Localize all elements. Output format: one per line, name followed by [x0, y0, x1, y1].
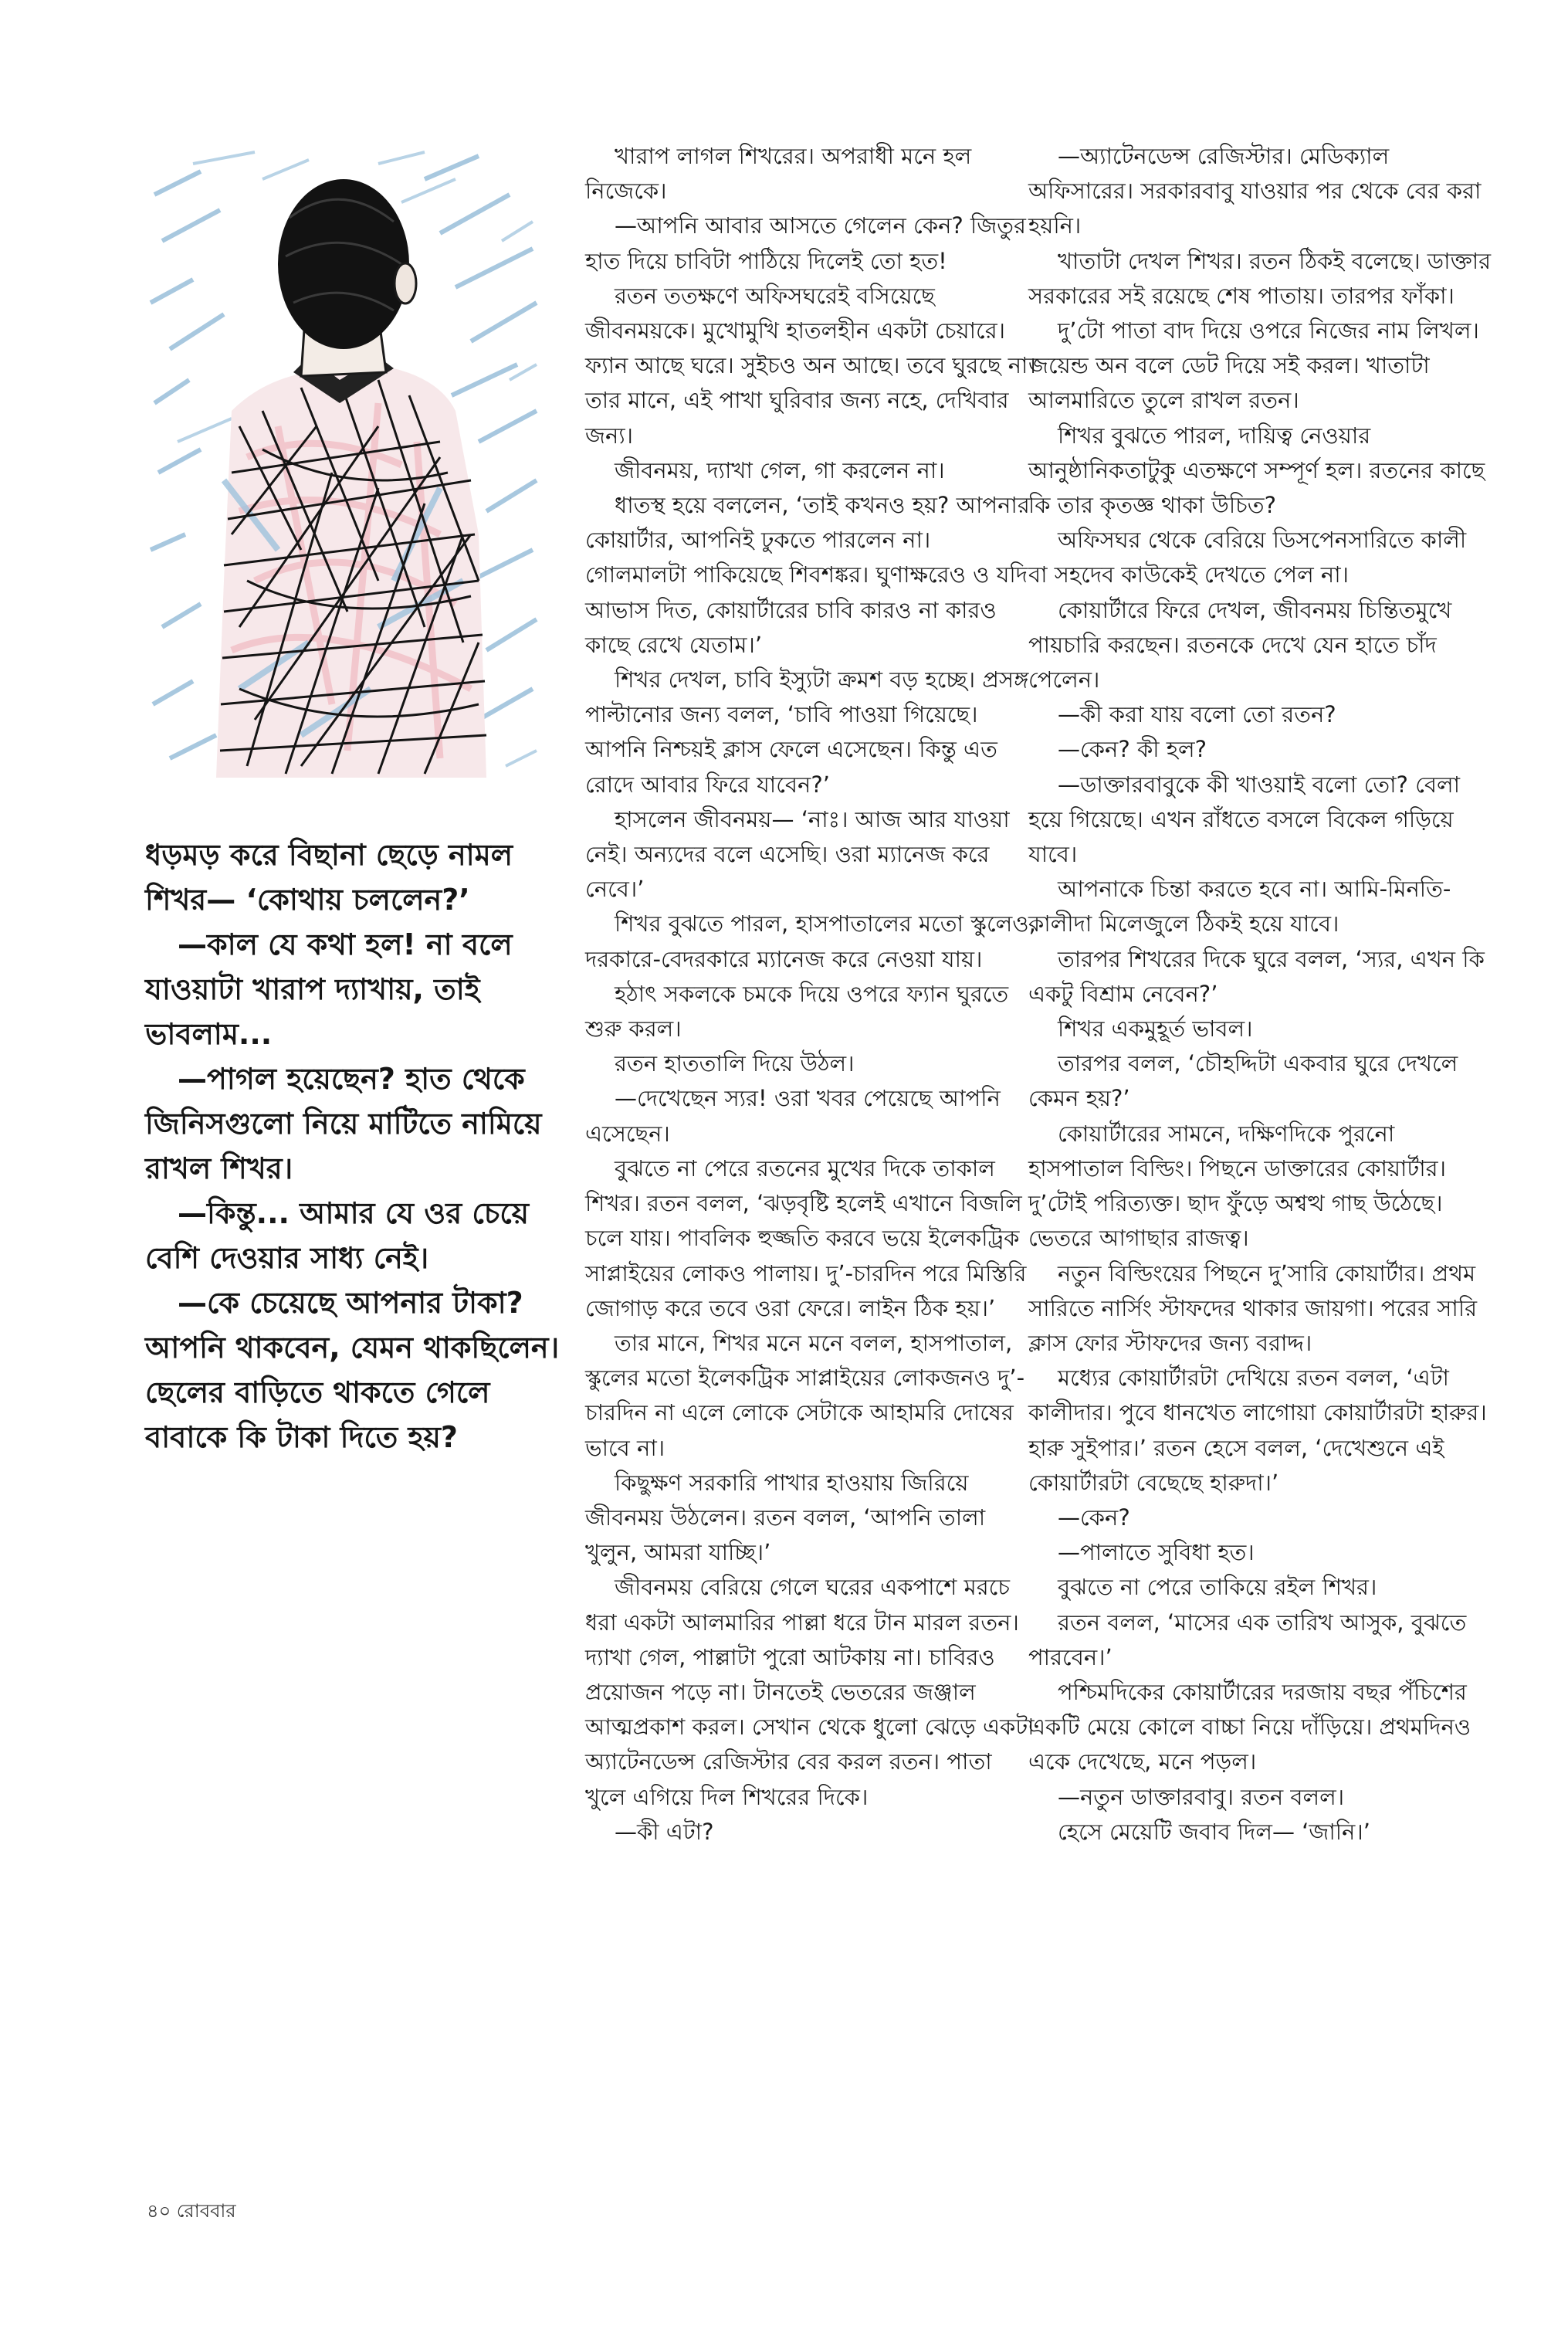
- man-from-behind-illustration: [147, 148, 540, 778]
- paragraph: —কেন? কী হল?: [1058, 736, 1207, 763]
- paragraph: খারাপ লাগল শিখরের। অপরাধী মনে হল নিজেকে।: [585, 143, 972, 205]
- paragraph: ধাতস্থ হয়ে বললেন, ‘তাই কখনও হয়? আপনার কোয়ার্টার, আপনিই ঢুকতে পারলেন না। গোলমালটা পাকিয়েছে শিবশঙ্কর। ঘুণাক্ষরেও ও যদি আভাস দিত, কোয়ার্টারের চাবি কারও না কারও কাছে রেখে যেতাম।’: [585, 492, 1030, 658]
- pull-quote-line: —কাল যে কথা হল! না বলে যাওয়াটা খারাপ দ্যাখায়, তাই ভাবলাম...: [145, 927, 513, 1051]
- text-column-2: [1028, 139, 1492, 1850]
- paragraph: বুঝতে না পেরে তাকিয়ে রইল শিখর।: [1058, 1574, 1377, 1601]
- paragraph: —নতুন ডাক্তারবাবু। রতন বলল।: [1058, 1783, 1345, 1810]
- paragraph: —কেন?: [1058, 1504, 1130, 1531]
- paragraph: কোয়ার্টারের সামনে, দক্ষিণদিকে পুরনো হাসপাতাল বিল্ডিং। পিছনে ডাক্তারের কোয়ার্টার। দু’টোই পরিত্যক্ত। ছাদ ফুঁড়ে অশ্বত্থ গাছ উঠেছে। ভেতরে আগাছার রাজত্ব।: [1028, 1120, 1446, 1252]
- paragraph: হেসে মেয়েটি জবাব দিল— ‘জানি।’: [1058, 1818, 1370, 1845]
- paragraph: দু’টো পাতা বাদ দিয়ে ওপরে নিজের নাম লিখল। জয়েন্ড অন বলে ডেট দিয়ে সই করল। খাতাটা আলমারিতে তুলে রাখল রতন।: [1028, 317, 1479, 414]
- paragraph: —কী এটা?: [615, 1818, 714, 1845]
- paragraph: তারপর শিখরের দিকে ঘুরে বলল, ‘স্যর, এখন কি একটু বিশ্রাম নেবেন?’: [1028, 945, 1485, 1007]
- paragraph: অফিসঘর থেকে বেরিয়ে ডিসপেনসারিতে কালী বা সহদেব কাউকেই দেখতে পেল না।: [1028, 527, 1467, 588]
- text-column-1: [585, 139, 1037, 1850]
- paragraph: রতন হাততালি দিয়ে উঠল।: [615, 1050, 855, 1077]
- pull-quote-line: —কিন্তু... আমার যে ওর চেয়ে বেশি দেওয়ার সাধ্য নেই।: [145, 1196, 529, 1275]
- paragraph: শিখর বুঝতে পারল, দায়িত্ব নেওয়ার আনুষ্ঠানিকতাটুকু এতক্ষণে সম্পূর্ণ হল। রতনের কাছে কি তার কৃতজ্ঞ থাকা উচিত?: [1028, 422, 1485, 519]
- paragraph: শিখর একমুহূর্ত ভাবল।: [1058, 1016, 1253, 1043]
- paragraph: রতন বলল, ‘মাসের এক তারিখ আসুক, বুঝতে পারবেন।’: [1028, 1609, 1467, 1670]
- paragraph: শিখর দেখল, চাবি ইস্যুটা ক্রমশ বড় হচ্ছে। প্রসঙ্গ পাল্টানোর জন্য বলল, ‘চাবি পাওয়া গিয়েছে। আপনি নিশ্চয়ই ক্লাস ফেলে এসেছেন। কিন্তু এত রোদে আবার ফিরে যাবেন?’: [585, 666, 1029, 798]
- paragraph: মধ্যের কোয়ার্টারটা দেখিয়ে রতন বলল, ‘এটা কালীদার। পুবে ধানখেত লাগোয়া কোয়ার্টারটা হারুর। হারু সুইপার।’ রতন হেসে বলল, ‘দেখেশুনে এই কোয়ার্টারটা বেছেছে হারুদা।’: [1028, 1365, 1487, 1496]
- paragraph: —আপনি আবার আসতে গেলেন কেন? জিতুর হাত দিয়ে চাবিটা পাঠিয়ে দিলেই তো হত!: [585, 212, 1026, 274]
- paragraph: রতন ততক্ষণে অফিসঘরেই বসিয়েছে জীবনময়কে। মুখোমুখি হাতলহীন একটা চেয়ারে। ফ্যান আছে ঘরে। সুইচও অন আছে। তবে ঘুরছে না। তার মানে, এই পাখা ঘুরিবার জন্য নহে, দেখিবার জন্য।: [585, 282, 1036, 449]
- story-illustration: [147, 148, 540, 778]
- pull-quote-line: —পাগল হয়েছেন? হাত থেকে জিনিসগুলো নিয়ে মাটিতে নামিয়ে রাখল শিখর।: [145, 1062, 542, 1185]
- paragraph: —কী করা যায় বলো তো রতন?: [1058, 701, 1336, 728]
- paragraph: জীবনময়, দ্যাখা গেল, গা করলেন না।: [615, 456, 945, 483]
- paragraph: শিখর বুঝতে পারল, হাসপাতালের মতো স্কুলেও, দরকারে-বেদরকারে ম্যানেজ করে নেওয়া যায়।: [585, 910, 1036, 972]
- paragraph: বুঝতে না পেরে রতনের মুখের দিকে তাকাল শিখর। রতন বলল, ‘ঝড়বৃষ্টি হলেই এখানে বিজলি চলে যায়। পাবলিক হুজ্জতি করবে ভয়ে ইলেকট্রিক সাপ্লাইয়ের লোকও পালায়। দু’-চারদিন পরে মিস্তিরি জোগাড় করে তবে ওরা ফেরে। লাইন ঠিক হয়।’: [585, 1155, 1027, 1321]
- paragraph: নতুন বিল্ডিংয়ের পিছনে দু’সারি কোয়ার্টার। প্রথম সারিতে নার্সিং স্টাফদের থাকার জায়গা। পরের সারি ক্লাস ফোর স্টাফদের জন্য বরাদ্দ।: [1028, 1260, 1478, 1356]
- paragraph: হঠাৎ সকলকে চমকে দিয়ে ওপরে ফ্যান ঘুরতে শুরু করল।: [585, 980, 1009, 1043]
- paragraph: কিছুক্ষণ সরকারি পাখার হাওয়ায় জিরিয়ে জীবনময় উঠলেন। রতন বলল, ‘আপনি তালা খুলুন, আমরা যাচ্ছি।’: [585, 1469, 986, 1566]
- paragraph: হাসলেন জীবনময়— ‘নাঃ। আজ আর যাওয়া নেই। অন্যদের বলে এসেছি। ওরা ম্যানেজ করে নেবে।’: [585, 805, 1010, 903]
- paragraph: খাতাটা দেখল শিখর। রতন ঠিকই বলেছে। ডাক্তার সরকারের সই রয়েছে শেষ পাতায়। তারপর ফাঁকা।: [1028, 247, 1492, 309]
- pull-quote-line: —কে চেয়েছে আপনার টাকা? আপনি থাকবেন, যেমন থাকছিলেন। ছেলের বাড়িতে থাকতে গেলে বাবাকে কি টাকা দিতে হয়?: [145, 1286, 560, 1454]
- paragraph: তারপর বলল, ‘চৌহদ্দিটা একবার ঘুরে দেখলে কেমন হয়?’: [1028, 1050, 1458, 1112]
- paragraph: আপনাকে চিন্তা করতে হবে না। আমি-মিনতি-কালীদা মিলেজুলে ঠিকই হয়ে যাবে।: [1028, 876, 1451, 938]
- paragraph: —পালাতে সুবিধা হত।: [1058, 1539, 1255, 1566]
- paragraph: পশ্চিমদিকের কোয়ার্টারের দরজায় বছর পঁচিশের একটি মেয়ে কোলে বাচ্চা নিয়ে দাঁড়িয়ে। প্রথমদিনও একে দেখেছে, মনে পড়ল।: [1028, 1678, 1471, 1775]
- paragraph: কোয়ার্টারে ফিরে দেখল, জীবনময় চিন্তিতমুখে পায়চারি করছেন। রতনকে দেখে যেন হাতে চাঁদ পেলেন।: [1028, 596, 1452, 693]
- pull-quote: [145, 832, 566, 1460]
- paragraph: জীবনময় বেরিয়ে গেলে ঘরের একপাশে মরচে ধরা একটা আলমারির পাল্লা ধরে টান মারল রতন। দ্যাখা গেল, পাল্লাটা পুরো আটকায় না। চাবিরও প্রয়োজন পড়ে না। টানতেই ভেতরের জঞ্জাল আত্মপ্রকাশ করল। সেখান থেকে ধুলো ঝেড়ে একটা অ্যাটেনডেন্স রেজিস্টার বের করল রতন। পাতা খুলে এগিয়ে দিল শিখরের দিকে।: [585, 1574, 1035, 1810]
- page-footer: ৪০ রোববার: [147, 2200, 236, 2222]
- paragraph: —ডাক্তারবাবুকে কী খাওয়াই বলো তো? বেলা হয়ে গিয়েছে। এখন রাঁধতে বসলে বিকেল গড়িয়ে যাবে।: [1028, 771, 1461, 868]
- paragraph: তার মানে, শিখর মনে মনে বলল, হাসপাতাল, স্কুলের মতো ইলেকট্রিক সাপ্লাইয়ের লোকজনও দু’-চারদিন না এলে লোকে সেটাকে আহামরি দোষের ভাবে না।: [585, 1329, 1025, 1461]
- paragraph: —অ্যাটেনডেন্স রেজিস্টার। মেডিক্যাল অফিসারের। সরকারবাবু যাওয়ার পর থেকে বের করা হয়নি।: [1028, 143, 1482, 239]
- paragraph: —দেখেছেন স্যর! ওরা খবর পেয়েছে আপনি এসেছেন।: [585, 1085, 1001, 1147]
- pull-quote-line: ধড়মড় করে বিছানা ছেড়ে নামল শিখর— ‘কোথায় চললেন?’: [145, 838, 513, 917]
